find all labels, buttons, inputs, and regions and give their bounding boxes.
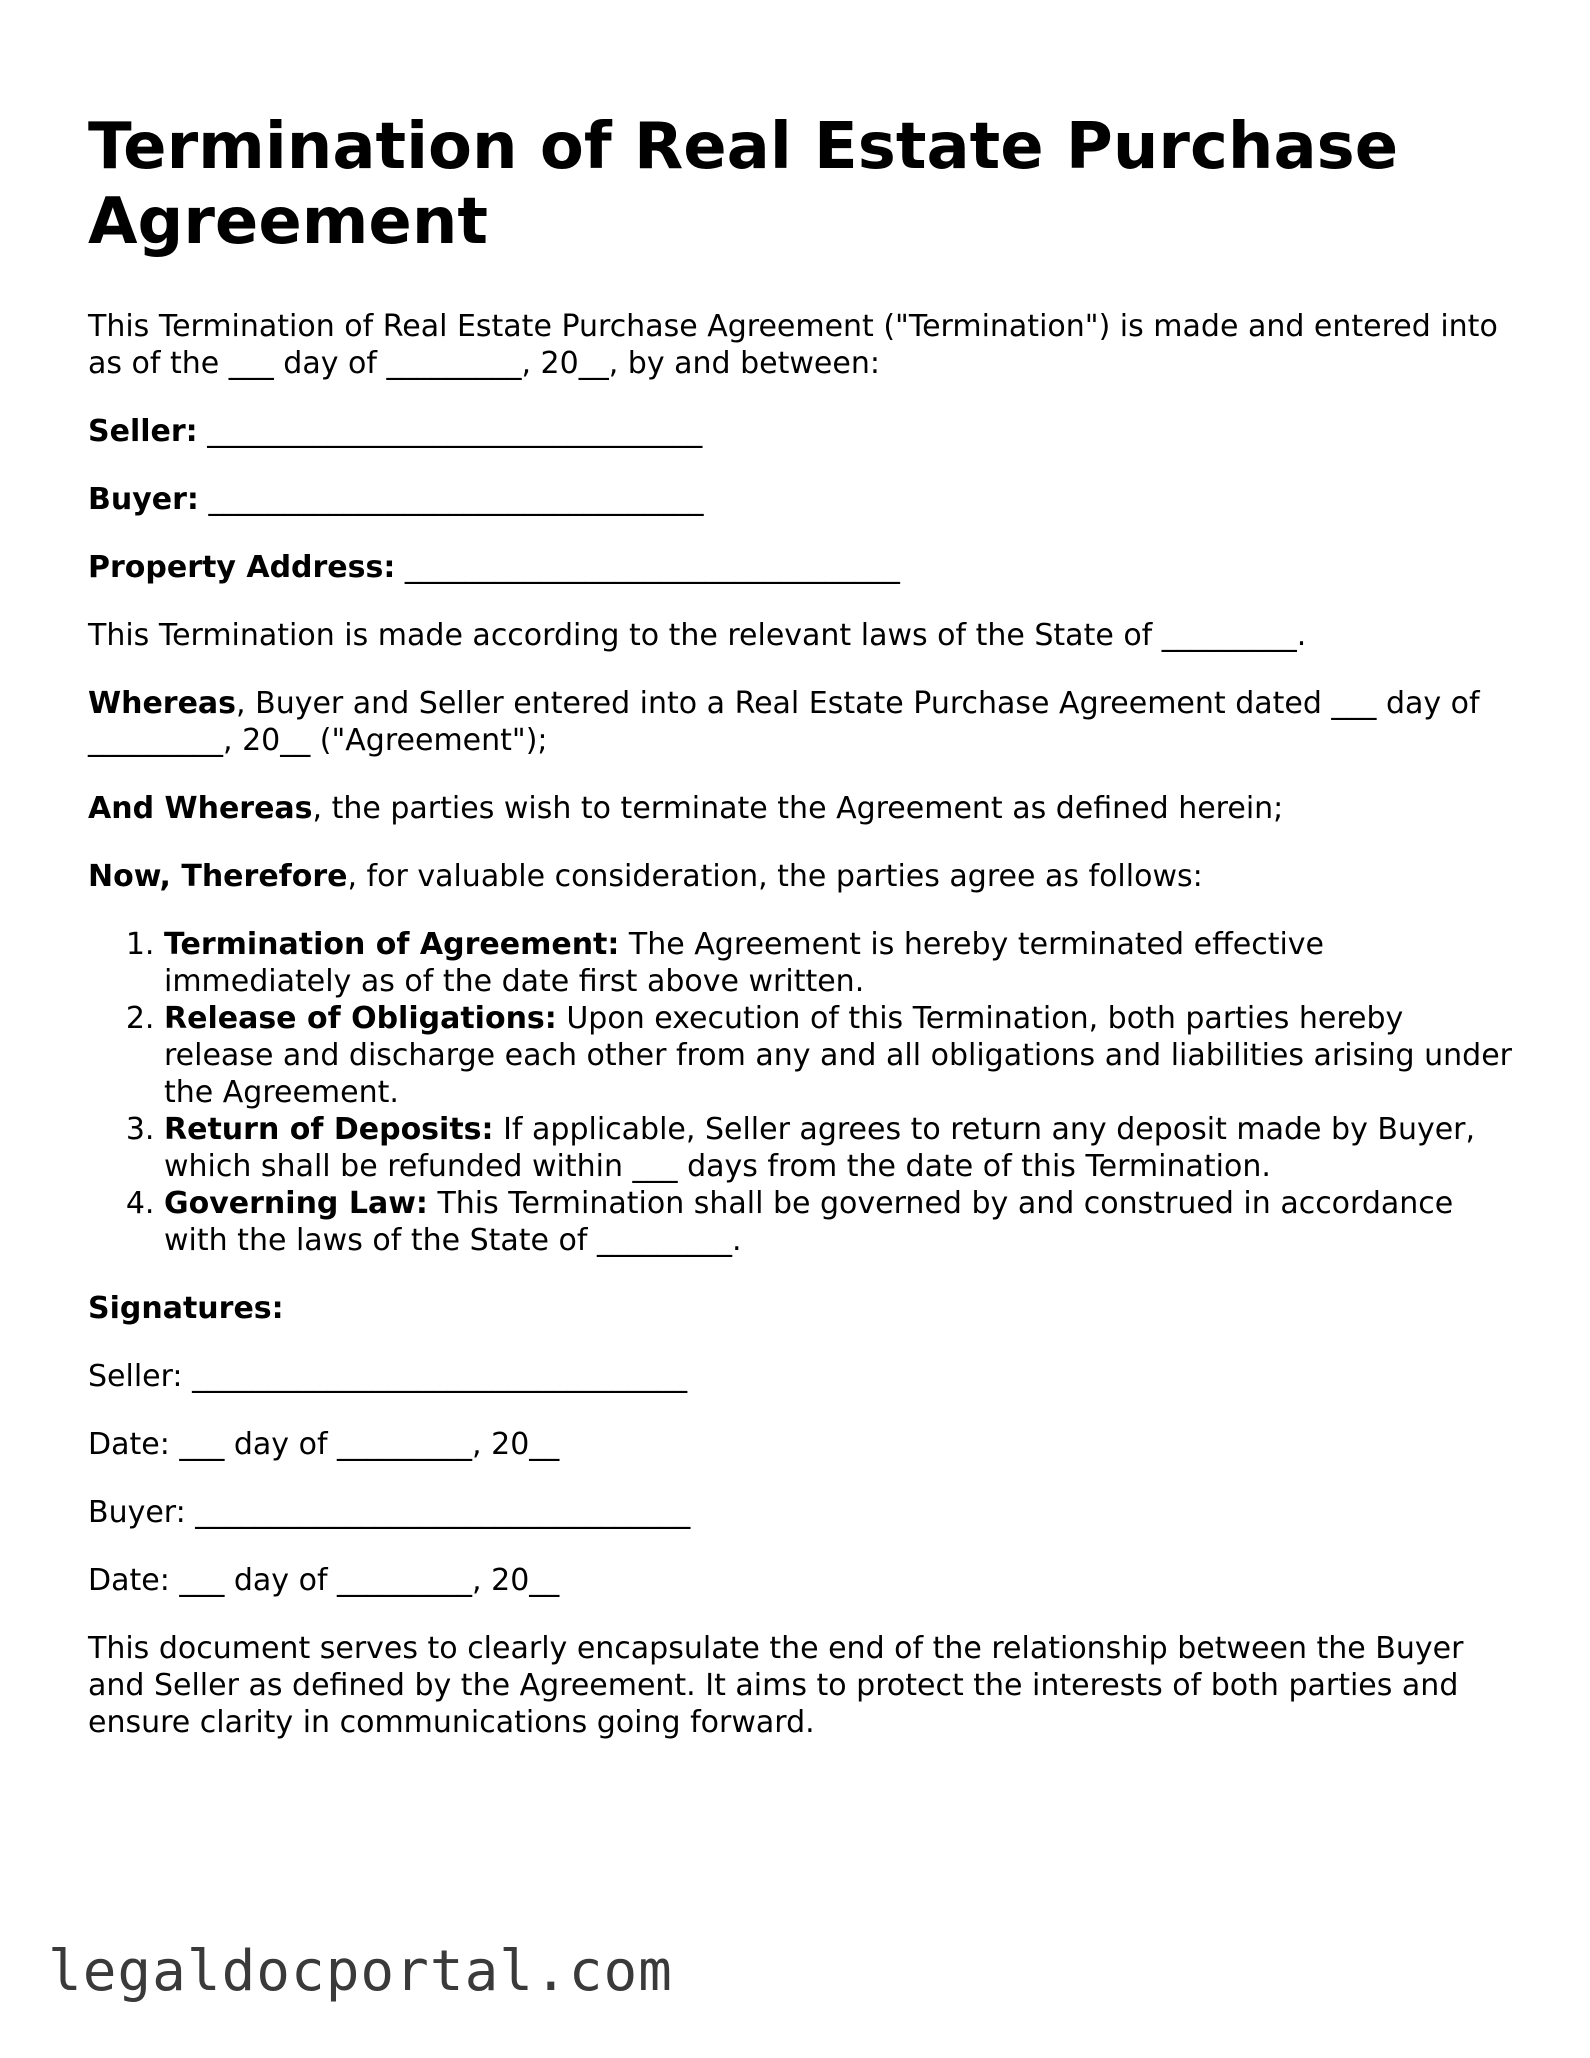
- buyer-blank: _________________________________: [198, 482, 704, 517]
- signatures-heading-text: Signatures:: [88, 1291, 284, 1326]
- whereas-paragraph: [88, 685, 1518, 759]
- signatures-heading: [88, 1290, 1518, 1327]
- clause-text: Upon execution of this Termination, both parties hereby release and discharge each other from any and all obligations and liabilities arising under the Agreement.: [164, 1001, 1512, 1110]
- property-address-label: Property Address:: [88, 550, 396, 585]
- now-therefore-text: , for valuable consideration, the parties agree as follows:: [347, 859, 1203, 894]
- watermark-logo: legaldocportal.com: [48, 1939, 673, 2004]
- seller-field: [88, 413, 1518, 450]
- and-whereas-text: , the parties wish to terminate the Agreement as defined herein;: [312, 791, 1284, 826]
- governing-statement: This Termination is made according to the relevant laws of the State of _________.: [88, 618, 1307, 653]
- signatures-section: [88, 1290, 1518, 1599]
- property-address-blank: _________________________________: [395, 550, 900, 585]
- clause-item: [164, 1000, 1518, 1111]
- buyer-signature-line: Buyer: _________________________________: [88, 1495, 691, 1530]
- seller-label: Seller:: [88, 414, 198, 449]
- now-therefore-bold: Now, Therefore: [88, 859, 348, 894]
- seller-signature-date: Date: ___ day of _________, 20__: [88, 1427, 560, 1462]
- seller-blank: _________________________________: [197, 414, 703, 449]
- clause-item: [164, 1111, 1518, 1185]
- clause-item: [164, 1185, 1518, 1259]
- whereas-text: , Buyer and Seller entered into a Real Estate Purchase Agreement dated ___ day of _________, 20__ ("Agreement");: [88, 686, 1480, 758]
- now-therefore-paragraph: [88, 858, 1518, 895]
- clause-item: [164, 926, 1518, 1000]
- seller-signature-line: Seller: _________________________________: [88, 1359, 688, 1394]
- and-whereas-bold: And Whereas: [88, 791, 313, 826]
- clauses-list: [88, 926, 1518, 1259]
- clause-text: If applicable, Seller agrees to return any deposit made by Buyer, which shall be refunded within ___ days from the date of this Termination.: [164, 1112, 1476, 1184]
- property-address-field: [88, 549, 1518, 586]
- clause-text: The Agreement is hereby terminated effective immediately as of the date first above written.: [164, 927, 1325, 999]
- clause-heading: Termination of Agreement:: [164, 927, 620, 962]
- buyer-label: Buyer:: [88, 482, 199, 517]
- intro-paragraph: This Termination of Real Estate Purchase Agreement ("Termination") is made and entered into as of the ___ day of _________, 20__, by and between:: [88, 309, 1498, 381]
- clause-text: This Termination shall be governed by and construed in accordance with the laws of the State of _________.: [164, 1186, 1454, 1258]
- clause-heading: Governing Law:: [164, 1186, 428, 1221]
- buyer-signature-date: Date: ___ day of _________, 20__: [88, 1563, 560, 1598]
- document-title: Termination of Real Estate Purchase Agreement: [88, 110, 1399, 259]
- clause-heading: Return of Deposits:: [164, 1112, 494, 1147]
- buyer-field: [88, 481, 1518, 518]
- whereas-bold: Whereas: [88, 686, 237, 721]
- document-page: [88, 110, 1518, 1772]
- and-whereas-paragraph: [88, 790, 1518, 827]
- closing-paragraph: This document serves to clearly encapsulate the end of the relationship between the Buyer and Seller as defined by the Agreement. It aims to protect the interests of both parties and ensure clarity in communications going forward.: [88, 1631, 1464, 1740]
- clause-heading: Release of Obligations:: [164, 1001, 557, 1036]
